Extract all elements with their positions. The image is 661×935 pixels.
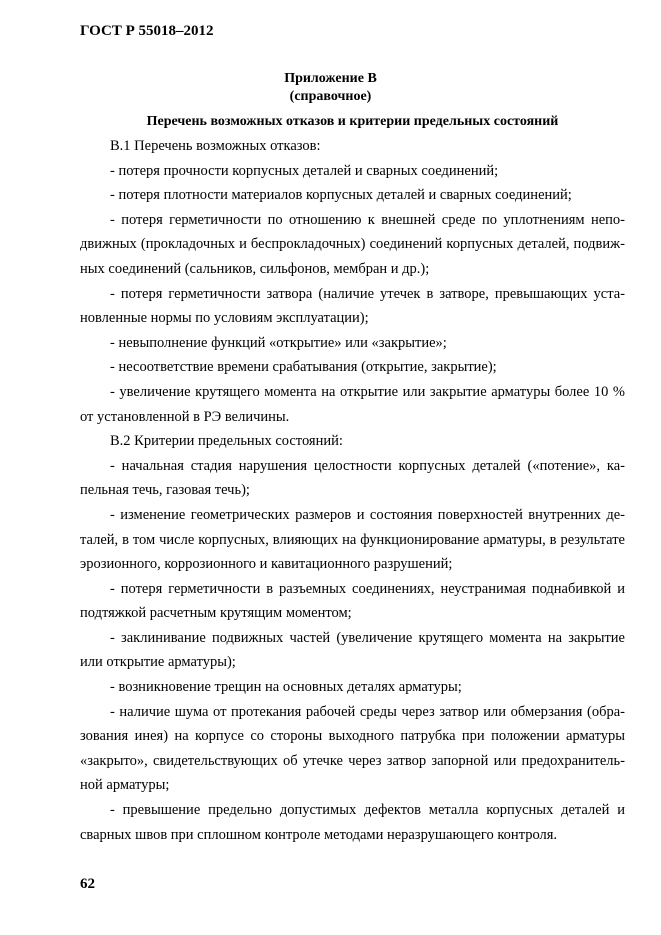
- list-item: - потеря плотности материалов корпусных деталей и сварных соединений;: [110, 187, 572, 204]
- list-item: - потеря прочности корпусных деталей и сварных соединений;: [110, 162, 499, 179]
- list-item: - наличие шума от протекания рабочей среды через затвор или обмерзания (образования инея) на корпусе со стороны выходного патрубка при положении арматуры «закрыто», свидетельствующих об утечке через затвор запорной или предохранительной арматуры;: [80, 703, 625, 794]
- list-item: - заклинивание подвижных частей (увеличение крутящего момента на закрытие или открытие арматуры);: [80, 629, 625, 671]
- list-item: - возникновение трещин на основных деталях арматуры;: [110, 679, 462, 696]
- section-b1-title: В.1 Перечень возможных отказов:: [110, 138, 321, 154]
- list-item: - потеря герметичности затвора (наличие утечек в затворе, превышающих установленные нормы по условиям эксплуатации);: [80, 285, 625, 327]
- list-item: - превышение предельно допустимых дефектов металла корпусных деталей и сварных швов при сплошном контроле методами неразрушающего контроля.: [80, 802, 625, 843]
- list-item: - потеря герметичности в разъемных соединениях, неустранимая поднабивкой и подтяжкой расчетным крутящим моментом;: [80, 580, 625, 622]
- appendix-heading: Перечень возможных отказов и критерии предельных состояний: [146, 114, 559, 129]
- page-number: 62: [80, 876, 95, 892]
- appendix-subtitle: (справочное): [289, 89, 372, 104]
- document-body: [80, 134, 625, 847]
- list-item: - изменение геометрических размеров и состояния поверхностей внутренних деталей, в том числе корпусных, влияющих на функционирование арматуры, в результате эрозионного, коррозионного и кавитационного разрушений;: [80, 506, 625, 573]
- list-item: - невыполнение функций «открытие» или «закрытие»;: [110, 334, 447, 351]
- appendix-title: Приложение В: [284, 71, 377, 86]
- list-item: - потеря герметичности по отношению к внешней среде по уплотнениям неподвижных (прокладочных и беспрокладочных) соединений корпусных деталей, подвижных соединений (сальников, сильфонов, мембран и др.);: [80, 211, 625, 277]
- list-item: - несоответствие времени срабатывания (открытие, закрытие);: [110, 359, 497, 376]
- document-id: ГОСТ Р 55018–2012: [80, 23, 214, 39]
- section-b2-title: В.2 Критерии предельных состояний:: [110, 433, 343, 450]
- list-item: - увеличение крутящего момента на открытие или закрытие арматуры более 10 % от установленной в РЭ величины.: [80, 383, 625, 425]
- list-item: - начальная стадия нарушения целостности корпусных деталей («потение», капельная течь, газовая течь);: [80, 457, 625, 499]
